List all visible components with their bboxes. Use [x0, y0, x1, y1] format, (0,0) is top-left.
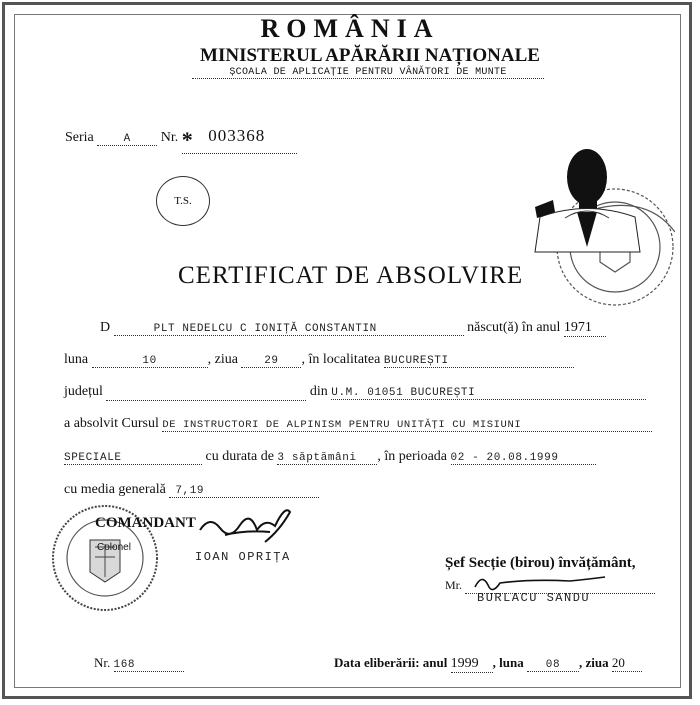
line-birth: [64, 352, 574, 368]
sef-signature: [470, 565, 610, 600]
media-label: cu media generală: [64, 482, 166, 497]
footer-nr-value: 168: [114, 659, 184, 672]
footer-nr: [94, 655, 184, 672]
comandant-name: IOAN OPRIȚA: [195, 550, 291, 564]
anul-value: 1999: [451, 656, 493, 673]
portrait: [535, 149, 640, 252]
d-label: D: [100, 320, 111, 335]
born-label: născut(ă) în anul: [467, 320, 561, 335]
sef-rank: Mr.: [445, 578, 463, 592]
cursul-value-2: SPECIALE: [64, 452, 202, 465]
nr-value: 003368: [208, 126, 266, 145]
sef-name: BURLACU SANDU: [477, 591, 591, 605]
footer-date: [334, 655, 642, 673]
line-durata: [64, 449, 596, 465]
photo-with-stamp: [525, 122, 675, 312]
judetul-value: [106, 384, 306, 401]
ziua-footer-label: , ziua: [578, 655, 609, 670]
cursul-label: a absolvit Cursul: [64, 416, 159, 431]
perioada-label: , în perioada: [377, 449, 448, 464]
luna-footer-label: , luna: [492, 655, 524, 670]
cursul-value: DE INSTRUCTORI DE ALPINISM PENTRU UNITĂȚI CU MISIUNI: [162, 419, 652, 432]
luna-value: 10: [92, 355, 208, 368]
certificate-title: CERTIFICAT DE ABSOLVIRE: [178, 262, 524, 289]
serial-row: [65, 126, 297, 154]
seria-label: Seria: [65, 130, 94, 145]
perioada-value: 02 - 20.08.1999: [451, 452, 596, 465]
durata-label: cu durata de: [205, 449, 274, 464]
luna-footer-value: 08: [527, 659, 579, 672]
din-label: din: [309, 384, 328, 399]
ziua-label: , ziua: [207, 352, 238, 367]
localitatea-value: BUCUREȘTI: [384, 355, 574, 368]
nr-field: [182, 126, 297, 154]
judetul-label: județul: [64, 384, 103, 399]
comandant-rank: Colonel: [97, 542, 131, 553]
line-media: [64, 482, 319, 498]
country-title: ROMÂNIA: [260, 14, 440, 43]
localitatea-label: , în localitatea: [301, 352, 381, 367]
sef-label: Șef Secție (birou) învățământ,: [445, 555, 636, 571]
ziua-value: 29: [241, 355, 301, 368]
comandant-signature: [195, 500, 305, 550]
media-value: 7,19: [169, 485, 319, 498]
ts-label: T.S.: [174, 195, 192, 207]
footer-nr-label: Nr.: [94, 655, 111, 670]
nr-star: *: [181, 127, 193, 152]
school-name: ȘCOALA DE APLICAȚIE PENTRU VÂNĂTORI DE MUNTE: [192, 67, 544, 79]
line-name: [100, 320, 606, 337]
line-judet: [64, 384, 646, 401]
comandant-label: COMANDANT: [95, 515, 196, 531]
line-curs: [64, 416, 652, 432]
seria-value: A: [97, 133, 157, 146]
ts-circle: [156, 176, 210, 226]
durata-value: 3 săptămâni: [277, 452, 377, 465]
data-label: Data eliberării: anul: [334, 655, 448, 670]
luna-label: luna: [64, 352, 89, 367]
din-value: U.M. 01051 BUCUREȘTI: [331, 387, 646, 400]
ministry-title: MINISTERUL APĂRĂRII NAȚIONALE: [200, 45, 540, 66]
ziua-footer-value: 20: [612, 655, 642, 672]
nr-label: Nr.: [160, 130, 179, 145]
name-value: PLT NEDELCU C IONIȚĂ CONSTANTIN: [114, 323, 464, 336]
born-year: 1971: [564, 320, 606, 337]
